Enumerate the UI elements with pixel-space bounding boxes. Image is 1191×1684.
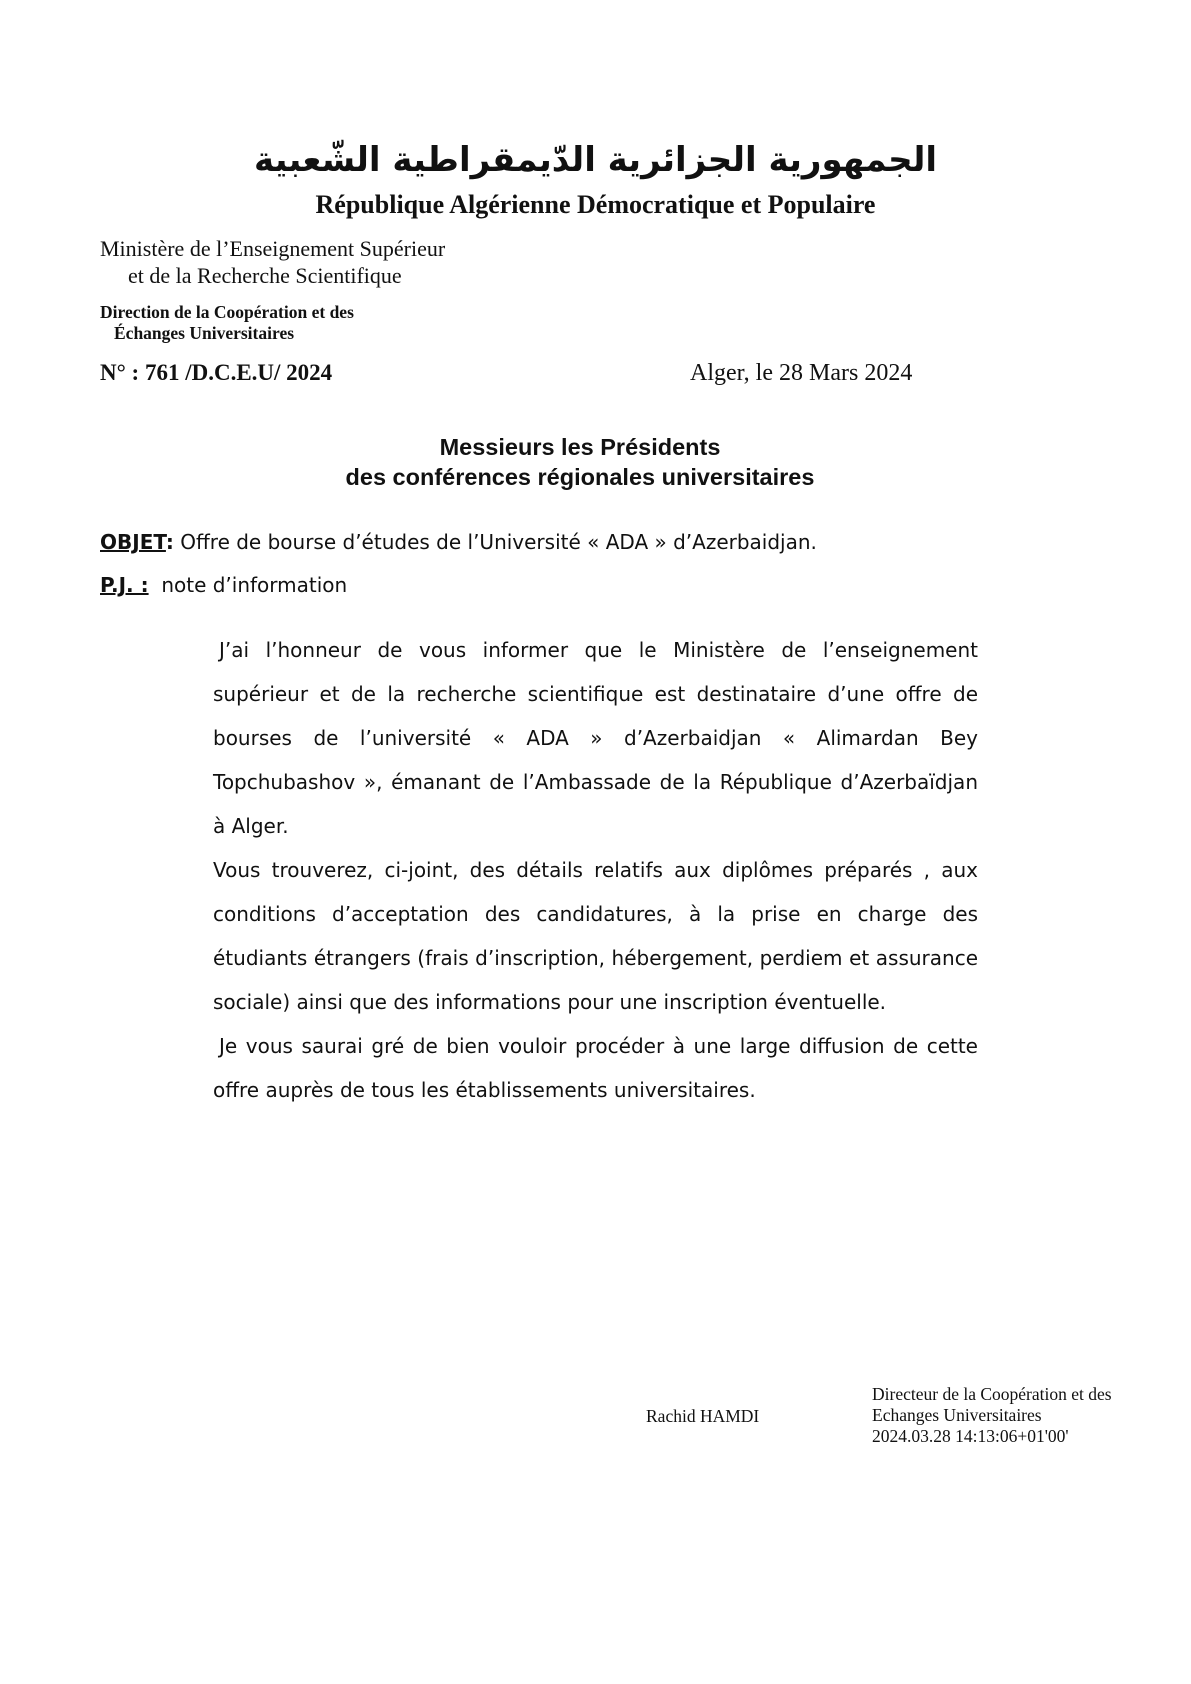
ministry-name xyxy=(100,235,445,289)
digital-signature xyxy=(872,1384,1112,1447)
signer-title-line-2: Echanges Universitaires xyxy=(872,1405,1042,1425)
republic-title: République Algérienne Démocratique et Populaire xyxy=(315,190,876,219)
ministry-line-2: et de la Recherche Scientifique xyxy=(128,263,402,288)
attachment-line xyxy=(100,573,347,597)
direction-name xyxy=(100,302,354,344)
subject-label: OBJET xyxy=(100,530,166,554)
recipients-line-1: Messieurs les Présidents xyxy=(439,434,721,460)
direction-line-2: Échanges Universitaires xyxy=(114,323,295,343)
signer-title-line-1: Directeur de la Coopération et des xyxy=(872,1384,1112,1404)
body-paragraph-3: Je vous saurai gré de bien vouloir procéder à une large diffusion de cette offre auprès de tous les établissements universitaires. xyxy=(213,1034,978,1102)
letter-date: Alger, le 28 Mars 2024 xyxy=(690,360,913,386)
letter-body xyxy=(213,628,978,1112)
attachment-label: P.J. : xyxy=(100,573,149,597)
subject-text: Offre de bourse d’études de l’Université « ADA » d’Azerbaidjan. xyxy=(173,530,817,554)
recipients-line-2: des conférences régionales universitaires xyxy=(345,464,815,490)
recipients xyxy=(0,432,1160,492)
ministry-line-1: Ministère de l’Enseignement Supérieur xyxy=(100,236,446,261)
body-paragraph-2: Vous trouverez, ci-joint, des détails relatifs aux diplômes préparés , aux conditions d’acceptation des candidatures, à la prise en charge des étudiants étrangers (frais d’inscription, hébergement, perdiem et assurance sociale) ainsi que des informations pour une inscription éventuelle. xyxy=(213,858,978,1014)
signature-timestamp: 2024.03.28 14:13:06+01'00' xyxy=(872,1426,1069,1446)
subject-colon: : xyxy=(165,530,174,554)
body-paragraph-1: J’ai l’honneur de vous informer que le Ministère de l’enseignement supérieur et de la recherche scientifique est destinataire d’une offre de bourses de l’université « ADA » d’Azerbaidjan « Alimardan Bey Topchubashov », émanant de l’Ambassade de la République d’Azerbaïdjan à Alger. xyxy=(213,638,978,838)
signer-name: Rachid HAMDI xyxy=(646,1406,760,1426)
arabic-republic-title: الجمهورية الجزائرية الدّيمقراطية الشّعبية xyxy=(254,140,937,180)
direction-line-1: Direction de la Coopération et des xyxy=(100,302,354,322)
subject-line xyxy=(100,530,817,554)
attachment-text: note d’information xyxy=(161,573,348,597)
reference-number: N° : 761 /D.C.E.U/ 2024 xyxy=(100,360,333,385)
